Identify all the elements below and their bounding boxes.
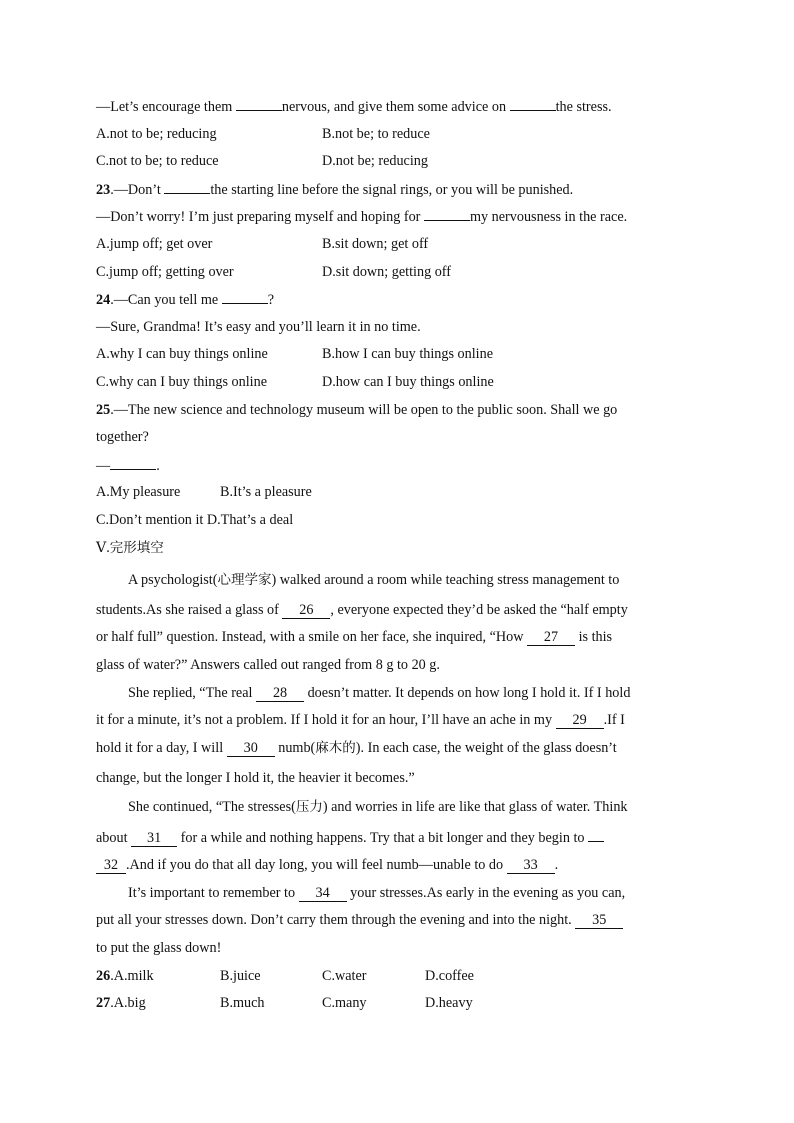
answer-blank: [222, 289, 268, 304]
passage-line: glass of water?” Answers called out ranged from 8 g to 20 g.: [96, 657, 440, 673]
q22-option-c: C.not to be; to reduce: [96, 153, 219, 169]
passage-line: A psychologist(心理学家) walked around a room while teaching stress management to: [128, 572, 620, 588]
cloze-blank-32-start: [588, 841, 604, 842]
passage-line: 32 .And if you do that all day long, you will feel numb—unable to do 33 .: [96, 855, 558, 875]
q25-option-cd: C.Don’t mention it D.That’s a deal: [96, 512, 294, 528]
q24-option-d: D.how can I buy things online: [322, 374, 494, 390]
passage-line: or half full” question. Instead, with a smile on her face, she inquired, “How 27 is this: [96, 629, 613, 645]
cloze-blank-29: 29: [556, 712, 604, 729]
q27-option-c: C.many: [322, 995, 367, 1011]
q27-option-b: B.much: [220, 995, 265, 1011]
q25-option-b: B.It’s a pleasure: [220, 484, 312, 500]
answer-blank: [110, 455, 156, 470]
q25-line1: 25.—The new science and technology museum will be open to the public soon. Shall we go: [96, 402, 618, 418]
cloze-blank-26: 26: [282, 602, 330, 619]
q23-option-c: C.jump off; getting over: [96, 264, 234, 280]
passage-line: She replied, “The real 28 doesn’t matter. It depends on how long I hold it. If I hold: [128, 685, 631, 701]
question-number: 26: [96, 968, 111, 984]
cloze-blank-30: 30: [227, 740, 275, 757]
passage-line: it for a minute, it’s not a problem. If I hold it for an hour, I’ll have an ache in my 29 .If I: [96, 712, 625, 728]
q27-option-a: 27.A.big: [96, 995, 146, 1011]
q26-option-b: B.juice: [220, 968, 261, 984]
q27-option-d: D.heavy: [425, 995, 473, 1011]
passage-line: hold it for a day, I will 30 numb(麻木的). In each case, the weight of the glass doesn’t: [96, 740, 617, 756]
question-number: 27: [96, 995, 111, 1011]
answer-blank: [236, 96, 282, 111]
question-number: 25: [96, 402, 111, 418]
q23-option-d: D.sit down; getting off: [322, 264, 451, 280]
cloze-blank-33: 33: [507, 857, 555, 874]
q23-option-a: A.jump off; get over: [96, 236, 213, 252]
q23-line2: —Don’t worry! I’m just preparing myself and hoping for my nervousness in the race.: [96, 206, 627, 227]
q24-line2: —Sure, Grandma! It’s easy and you’ll learn it in no time.: [96, 319, 421, 335]
section-heading: Ⅴ.完形填空: [96, 540, 164, 556]
cloze-blank-34: 34: [299, 885, 347, 902]
answer-blank: [424, 206, 470, 221]
q24-line1: 24.—Can you tell me ?: [96, 289, 274, 310]
q24-option-c: C.why can I buy things online: [96, 374, 268, 390]
answer-blank: [510, 96, 556, 111]
answer-blank: [164, 179, 210, 194]
passage-line: students.As she raised a glass of 26 , everyone expected they’d be asked the “half empty: [96, 602, 628, 618]
q22-option-a: A.not to be; reducing: [96, 126, 217, 142]
q24-option-a: A.why I can buy things online: [96, 346, 268, 362]
q26-option-c: C.water: [322, 968, 367, 984]
passage-line: put all your stresses down. Don’t carry them through the evening and into the night. 35: [96, 910, 623, 930]
cloze-blank-32: 32: [96, 857, 126, 874]
q26-option-d: D.coffee: [425, 968, 474, 984]
cloze-blank-35: 35: [575, 912, 623, 929]
q23-line1: 23.—Don’t the starting line before the signal rings, or you will be punished.: [96, 179, 573, 200]
cloze-blank-28: 28: [256, 685, 304, 702]
q23-option-b: B.sit down; get off: [322, 236, 429, 252]
passage-line: to put the glass down!: [96, 940, 222, 956]
passage-line: about 31 for a while and nothing happens. Try that a bit longer and they begin to: [96, 828, 604, 848]
cloze-blank-27: 27: [527, 629, 575, 646]
cloze-blank-31: 31: [131, 830, 177, 847]
q26-option-a: 26.A.milk: [96, 968, 154, 984]
q25-line2: — .: [96, 455, 160, 476]
passage-line: She continued, “The stresses(压力) and worries in life are like that glass of water. Think: [128, 799, 628, 815]
passage-line: It’s important to remember to 34 your stresses.As early in the evening as you can,: [128, 885, 626, 901]
q25-line1-cont: together?: [96, 429, 149, 445]
q25-option-a: A.My pleasure: [96, 484, 181, 500]
question-number: 24: [96, 292, 111, 308]
q22-line: —Let’s encourage them nervous, and give them some advice on the stress.: [96, 96, 612, 117]
q22-option-d: D.not be; reducing: [322, 153, 428, 169]
passage-line: change, but the longer I hold it, the heavier it becomes.”: [96, 770, 415, 786]
question-number: 23: [96, 182, 111, 198]
q24-option-b: B.how I can buy things online: [322, 346, 494, 362]
q22-option-b: B.not be; to reduce: [322, 126, 430, 142]
